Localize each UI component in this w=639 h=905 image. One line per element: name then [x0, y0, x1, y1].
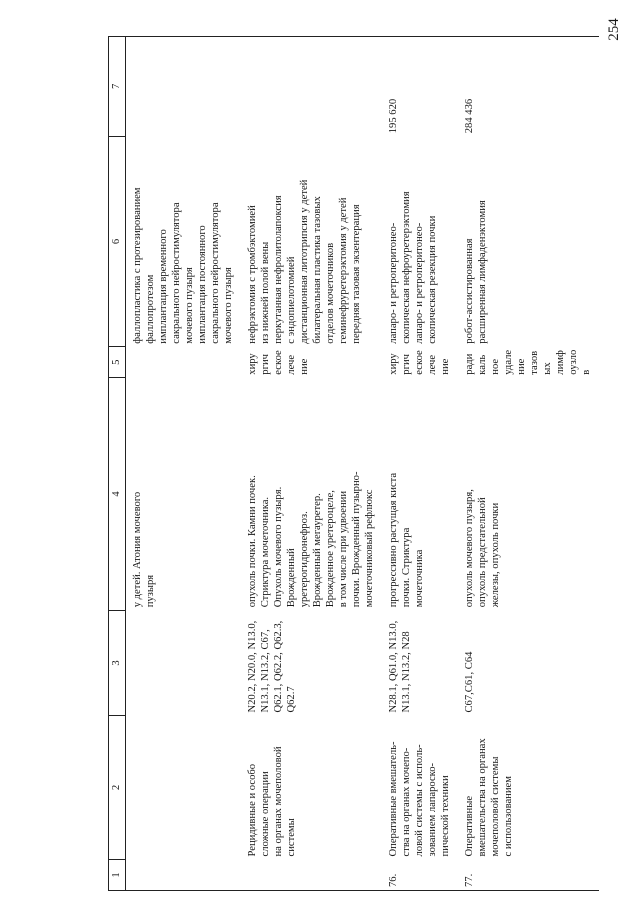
procedure-name-cell — [382, 716, 458, 860]
text-line: имплантация постоянного — [197, 225, 208, 344]
text-line: Оперативные — [464, 795, 475, 857]
text-line: дистанционная литотрипсия у детей — [299, 179, 310, 344]
text-line: зованием лапароско- — [427, 762, 438, 857]
text-line: железы, опухоль почки — [490, 502, 501, 608]
text-line: лапаро- и ретроперитонео- — [388, 222, 399, 344]
procedure-name-cell — [458, 716, 599, 860]
text-line: пузыря — [145, 574, 156, 608]
text-line: у детей. Атония мочевого — [132, 491, 143, 608]
treatment-type-cell: хирургическое лечение — [388, 350, 451, 375]
text-line: лапаро- и ретроперитонео- — [414, 222, 425, 344]
text-line: сакрального нейростимулятора — [210, 202, 221, 344]
text-line: ства на органах мочепо- — [401, 747, 412, 857]
text-line: с эндопиелотомией — [286, 256, 297, 344]
procedure-name-cell — [241, 716, 382, 860]
row-number-cell: 76. — [382, 860, 458, 891]
text-line: почки. Врожденный пузырно- — [351, 471, 362, 608]
table-row — [382, 37, 458, 891]
text-line: мочеточниковый рефлюкс — [364, 489, 375, 608]
text-line: Врожденный — [286, 548, 297, 608]
text-line: почки. Стриктура — [401, 527, 412, 608]
text-line: передняя тазовая экзентерация — [351, 204, 362, 344]
row-number-cell — [241, 860, 382, 891]
table-row — [458, 37, 599, 891]
text-line: Врожденное уретероцеле, — [325, 490, 336, 608]
price-cell: 195 620 — [382, 37, 458, 137]
text-line: Рецидивные и особо — [247, 763, 258, 857]
column-header: 1 — [109, 860, 126, 891]
column-header: 7 — [109, 37, 126, 137]
text-line: вмешательства на органах — [477, 738, 488, 857]
text-line: расширенная лимфаденэктомия — [477, 200, 488, 344]
text-line: системы — [286, 818, 297, 857]
column-header: 4 — [109, 378, 126, 611]
treatment-type-cell: радикальное удаление тазовых лимфоузлов — [464, 349, 592, 375]
column-header: 5 — [109, 347, 126, 378]
text-line: скопическая нефроуретерэктомия — [401, 191, 412, 344]
text-line: сакрального нейростимулятора — [171, 202, 182, 344]
text-line: сложные операции — [260, 771, 271, 857]
text-line: пической техники — [440, 775, 451, 857]
text-line: геминефруретерэктомия у детей — [338, 197, 349, 344]
patient-model-cell — [458, 378, 599, 611]
text-line: мочеполовой системы — [490, 756, 501, 857]
text-line: Оперативные вмешатель- — [388, 741, 399, 857]
rotated-table-container — [108, 36, 615, 891]
treatment-methods-cell — [382, 136, 458, 346]
icd-codes-cell: C67,C61, C64 — [464, 651, 475, 713]
text-line: мочеточника — [414, 549, 425, 608]
patient-model-cell — [126, 378, 242, 611]
text-line: перкутанная нефролитолапоксия — [273, 195, 284, 344]
page-number: 254 — [605, 18, 622, 41]
medical-procedures-table — [108, 36, 599, 891]
treatment-methods-cell — [126, 136, 242, 346]
procedure-name-cell — [126, 716, 242, 860]
text-line: опухоль почки. Камни почек. — [247, 475, 258, 608]
text-line: фаллопротезом — [145, 274, 156, 344]
text-line: нефрэктомия с тромбэктомией — [247, 205, 258, 344]
text-line: Стриктура мочеточника. — [260, 496, 271, 608]
treatment-type-cell: хирургическое лечение — [247, 350, 310, 375]
text-line: в том числе при удвоении — [338, 491, 349, 608]
treatment-methods-cell — [241, 136, 382, 346]
text-line: ловой системы с исполь- — [414, 744, 425, 857]
text-line: билатеральная пластика тазовых — [312, 196, 323, 344]
text-line: на органах мочеполовой — [273, 746, 284, 857]
text-line: отделов мочеточников — [325, 242, 336, 344]
text-line: прогрессивно растущая киста — [388, 472, 399, 608]
column-header: 6 — [109, 136, 126, 346]
text-line: мочевого пузыря — [223, 267, 234, 344]
price-cell: 284 436 — [458, 37, 599, 137]
icd-codes-cell — [126, 610, 242, 715]
document-page — [108, 36, 615, 891]
text-line: Опухоль мочевого пузыря. — [273, 486, 284, 608]
table-row — [241, 37, 382, 891]
column-header-row — [109, 37, 126, 891]
text-line: с использованием — [503, 776, 514, 857]
text-line: скопическая резекция почки — [427, 215, 438, 344]
text-line: опухоль предстательной — [477, 497, 488, 608]
text-line: имплантация временного — [158, 229, 169, 344]
text-line: уретерогидронефроз. — [299, 511, 310, 608]
table-row — [126, 37, 242, 891]
price-cell — [241, 37, 382, 137]
text-line: опухоль мочевого пузыря, — [464, 489, 475, 608]
patient-model-cell — [382, 378, 458, 611]
icd-codes-cell: N20.2, N20.0, N13.0, N13.1, N13.2, C67, Q62.1, Q62.2, Q62.3, Q62.7 — [247, 620, 297, 713]
price-cell — [126, 37, 242, 137]
column-header: 2 — [109, 716, 126, 860]
text-line: Врожденный мегауретер. — [312, 493, 323, 608]
row-number-cell — [126, 860, 242, 891]
text-line: из нижней полой вены — [260, 241, 271, 344]
treatment-type-cell — [126, 347, 242, 378]
text-line: робот-ассистированная — [464, 238, 475, 344]
icd-codes-cell: N28.1, Q61.0, N13.0, N13.1, N13.2, N28 — [388, 620, 412, 713]
text-line: фаллопластика с протезированием — [132, 187, 143, 344]
patient-model-cell — [241, 378, 382, 611]
column-header: 3 — [109, 610, 126, 715]
treatment-methods-cell — [458, 136, 599, 346]
text-line: мочевого пузыря — [184, 267, 195, 344]
row-number-cell: 77. — [458, 860, 599, 891]
